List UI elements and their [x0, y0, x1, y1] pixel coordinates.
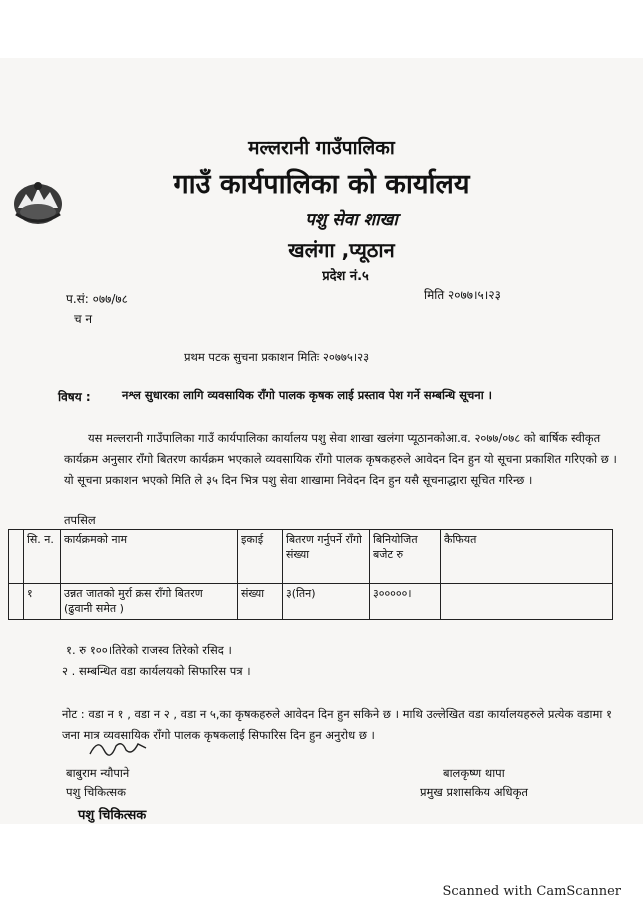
cell-budget: ३०००००। [370, 584, 441, 620]
cell-program: उन्नत जातको मुर्रा क्रस राँगो बितरण (ढुवानी समेत ) [61, 584, 238, 620]
subject-label: विषय : [58, 390, 91, 404]
header-remarks: कैफियत [441, 530, 613, 584]
section-name: पशु सेवा शाखा [305, 210, 398, 230]
table-row [9, 584, 613, 620]
cell-serial: १ [24, 584, 61, 620]
province: प्रदेश नं.५ [322, 269, 369, 284]
header-budget: बिनियोजित बजेट रु [370, 530, 441, 584]
header-quantity: बितरण गर्नुपर्ने राँगो संख्या [283, 530, 370, 584]
cell-unit: संख्या [238, 584, 283, 620]
header-serial: सि. न. [24, 530, 61, 584]
header-unit: इकाई [238, 530, 283, 584]
note-paragraph: नोट : वडा न १ , वडा न २ , वडा न ५,का कृषकहरुले आवेदन दिन हुन सकिने छ । माथि उल्लेखित वडा कार्यालयहरुले प्रत्येक वडामा १ जना मात्र व्यवसायिक राँगो पालक कृषकलाई सिफारिस दिन हुन अनुरोध छ । [62, 707, 612, 742]
left-signatory-stamp: पशु चिकित्सक [78, 808, 147, 823]
office-title: गाउँ कार्यपालिका को कार्यालय [173, 169, 470, 200]
cell-quantity: ३(तिन) [283, 584, 370, 620]
reference-number: प.सं: ०७७/७८ [66, 292, 128, 306]
program-table [8, 529, 613, 620]
requirement-item: १. रु १००।तिरेको राजस्व तिरेको रसिद । [66, 643, 232, 657]
letter-date: मिति २०७७।५।२३ [424, 288, 501, 302]
municipality-name: मल्लरानी गाउँपालिका [248, 137, 395, 159]
body-paragraph: यस मल्लरानी गाउँपालिका गाउँ कार्यपालिका कार्यालय पशु सेवा शाखा खलंगा प्यूठानकोआ.व. २०७७/०७८ को बार्षिक स्वीकृत कार्यक्रम अनुसार राँगो बितरण कार्यक्रम भएकाले व्यवसायिक राँगो पालक कृषकहरुले आवेदन दिन हुन यो सूचना प्रकाशित गरिएको छ । यो सूचना प्रकाशन भएको मिति ले ३५ दिन भित्र पशु सेवा शाखामा निवेदन दिन हुन यसै सूचनाद्धारा सूचित गरिन्छ । [64, 431, 617, 487]
table-caption: तपसिल [64, 513, 96, 527]
subject-text: नश्ल सुधारका लागि व्यवसायिक राँगो पालक कृषक लाई प्रस्ताव पेश गर्ने सम्बन्धि सूचना । [122, 388, 493, 402]
signature-scribble-icon [88, 736, 150, 760]
right-signatory-title: प्रमुख प्रशासकिय अधिकृत [420, 785, 528, 799]
cell-remarks [441, 584, 613, 620]
notice-publish-date: प्रथम पटक सुचना प्रकाशन मितिः २०७७५।२३ [184, 350, 370, 364]
table-margin-cell [9, 530, 24, 584]
left-signatory-title: पशु चिकित्सक [66, 785, 126, 799]
dispatch-number: च न [74, 312, 93, 326]
location: खलंगा ,प्यूठान [288, 238, 395, 262]
table-header-row [9, 530, 613, 584]
scanner-watermark: Scanned with CamScanner [442, 884, 621, 899]
table-margin-cell [9, 584, 24, 620]
right-signatory-name: बालकृष्ण थापा [443, 766, 505, 780]
requirement-item: २ . सम्बन्धित वडा कार्यलयको सिफारिस पत्र । [62, 664, 251, 678]
left-signatory-name: बाबुराम न्यौपाने [66, 766, 130, 780]
header-program: कार्यक्रमको नाम [61, 530, 238, 584]
